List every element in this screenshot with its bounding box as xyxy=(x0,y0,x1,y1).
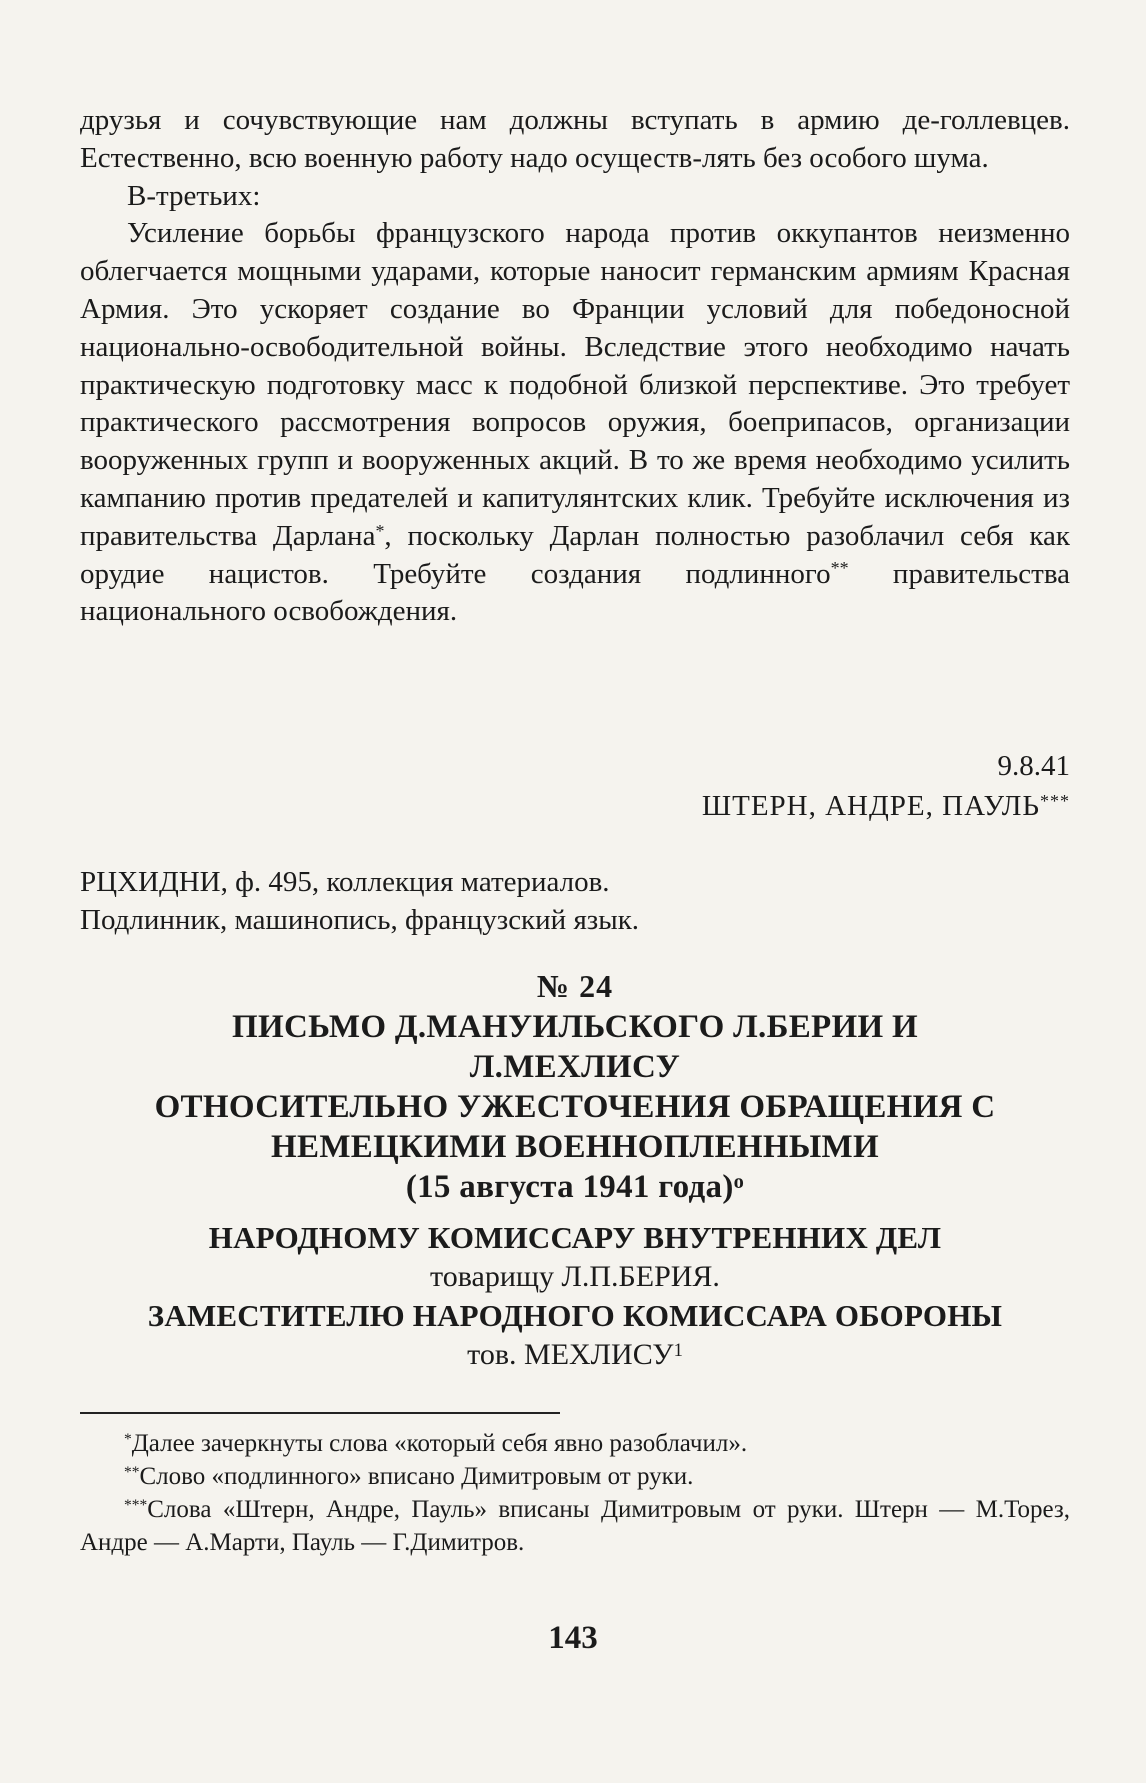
paragraph-main xyxy=(80,215,1070,631)
paragraph-main-part3: правительства национального освобождения. xyxy=(80,557,1071,628)
footnote-mark: *** xyxy=(124,1497,148,1515)
title-date-mark: о xyxy=(733,1170,745,1193)
document-title xyxy=(80,1007,1070,1207)
title-line: НЕМЕЦКИМИ ВОЕННОПЛЕННЫМИ xyxy=(271,1129,879,1165)
signers-names: ШТЕРН, АНДРЕ, ПАУЛЬ xyxy=(701,790,1041,822)
footnote-ref-3: *** xyxy=(1040,790,1070,811)
letter-signers xyxy=(702,790,1070,823)
footnote-text: Слова «Штерн, Андре, Пауль» вписаны Димитровым от руки. Штерн — М.Торез, Андре — А.Марти, Пауль — Г.Димитров. xyxy=(80,1496,1070,1556)
addressee-line: товарищу Л.П.БЕРИЯ. xyxy=(430,1260,720,1293)
title-line: Л.МЕХЛИСУ xyxy=(469,1049,681,1085)
title-line: ПИСЬМО Д.МАНУИЛЬСКОГО Л.БЕРИИ И xyxy=(232,1009,918,1045)
footnote-mark: ** xyxy=(124,1464,140,1482)
addressee-line: НАРОДНОМУ КОМИССАРУ ВНУТРЕННИХ ДЕЛ xyxy=(208,1220,942,1255)
footnote-ref-2: ** xyxy=(830,558,849,579)
source-archive: РЦХИДНИ, ф. 495, коллекция материалов. xyxy=(80,866,610,898)
addressee-line: ЗАМЕСТИТЕЛЮ НАРОДНОГО КОМИССАРА ОБОРОНЫ xyxy=(147,1298,1003,1333)
archival-source xyxy=(80,863,1070,939)
footnote-mark: * xyxy=(124,1431,132,1449)
source-description: Подлинник, машинопись, французский язык. xyxy=(80,904,640,936)
paragraph-continuation: друзья и сочувствующие нам должны вступать в армию де-голлевцев. Естественно, всю военную работу надо осуществ-лять без особого шума. xyxy=(80,104,1070,174)
paragraph-main-part1: Усиление борьбы французского народа против оккупантов неизменно облегчается мощными ударами, которые наносит германским армиям Красная Армия. Это ускоряет создание во Франции условий для победоносной национально-освободительной войны. Вследствие этого необходимо начать практическую подготовку масс к подобной близкой перспективе. Это требует практического рассмотрения вопросов оружия, боеприпасов, организации вооруженных групп и вооруженных акций. В то же время необходимо усилить кампанию против предателей и капитулянтских клик. Требуйте исключения из правительства Дарлана xyxy=(80,217,1070,552)
addressee-line xyxy=(80,1335,1070,1374)
addressee-name: тов. МЕХЛИСУ xyxy=(467,1338,674,1371)
paragraph-thirdly: В-третьих: xyxy=(127,179,261,212)
title-line: ОТНОСИТЕЛЬНО УЖЕСТОЧЕНИЯ ОБРАЩЕНИЯ С xyxy=(154,1089,996,1125)
footnote-text: Слово «подлинного» вписано Димитровым от руки. xyxy=(139,1463,694,1490)
footnote-ref-1: * xyxy=(375,520,385,541)
footnote-divider xyxy=(80,1412,560,1414)
footnotes xyxy=(80,1427,1070,1559)
addressee-mark: 1 xyxy=(673,1339,683,1361)
title-date: (15 августа 1941 года) xyxy=(405,1169,734,1205)
letter-date: 9.8.41 xyxy=(997,750,1070,782)
document-number: № 24 xyxy=(536,968,614,1004)
footnote xyxy=(80,1427,1070,1460)
page-number: 143 xyxy=(548,1620,598,1656)
addressees xyxy=(80,1218,1070,1374)
footnote xyxy=(80,1460,1070,1493)
footnote xyxy=(80,1493,1070,1559)
body-text xyxy=(80,102,1070,631)
title-date-line xyxy=(80,1167,1070,1207)
footnote-text: Далее зачеркнуты слова «который себя явно разоблачил». xyxy=(131,1430,748,1457)
paragraph-main-part2: , поскольку Дарлан полностью разоблачил себя как орудие нацистов. Требуйте создания подлинного xyxy=(80,519,1070,590)
